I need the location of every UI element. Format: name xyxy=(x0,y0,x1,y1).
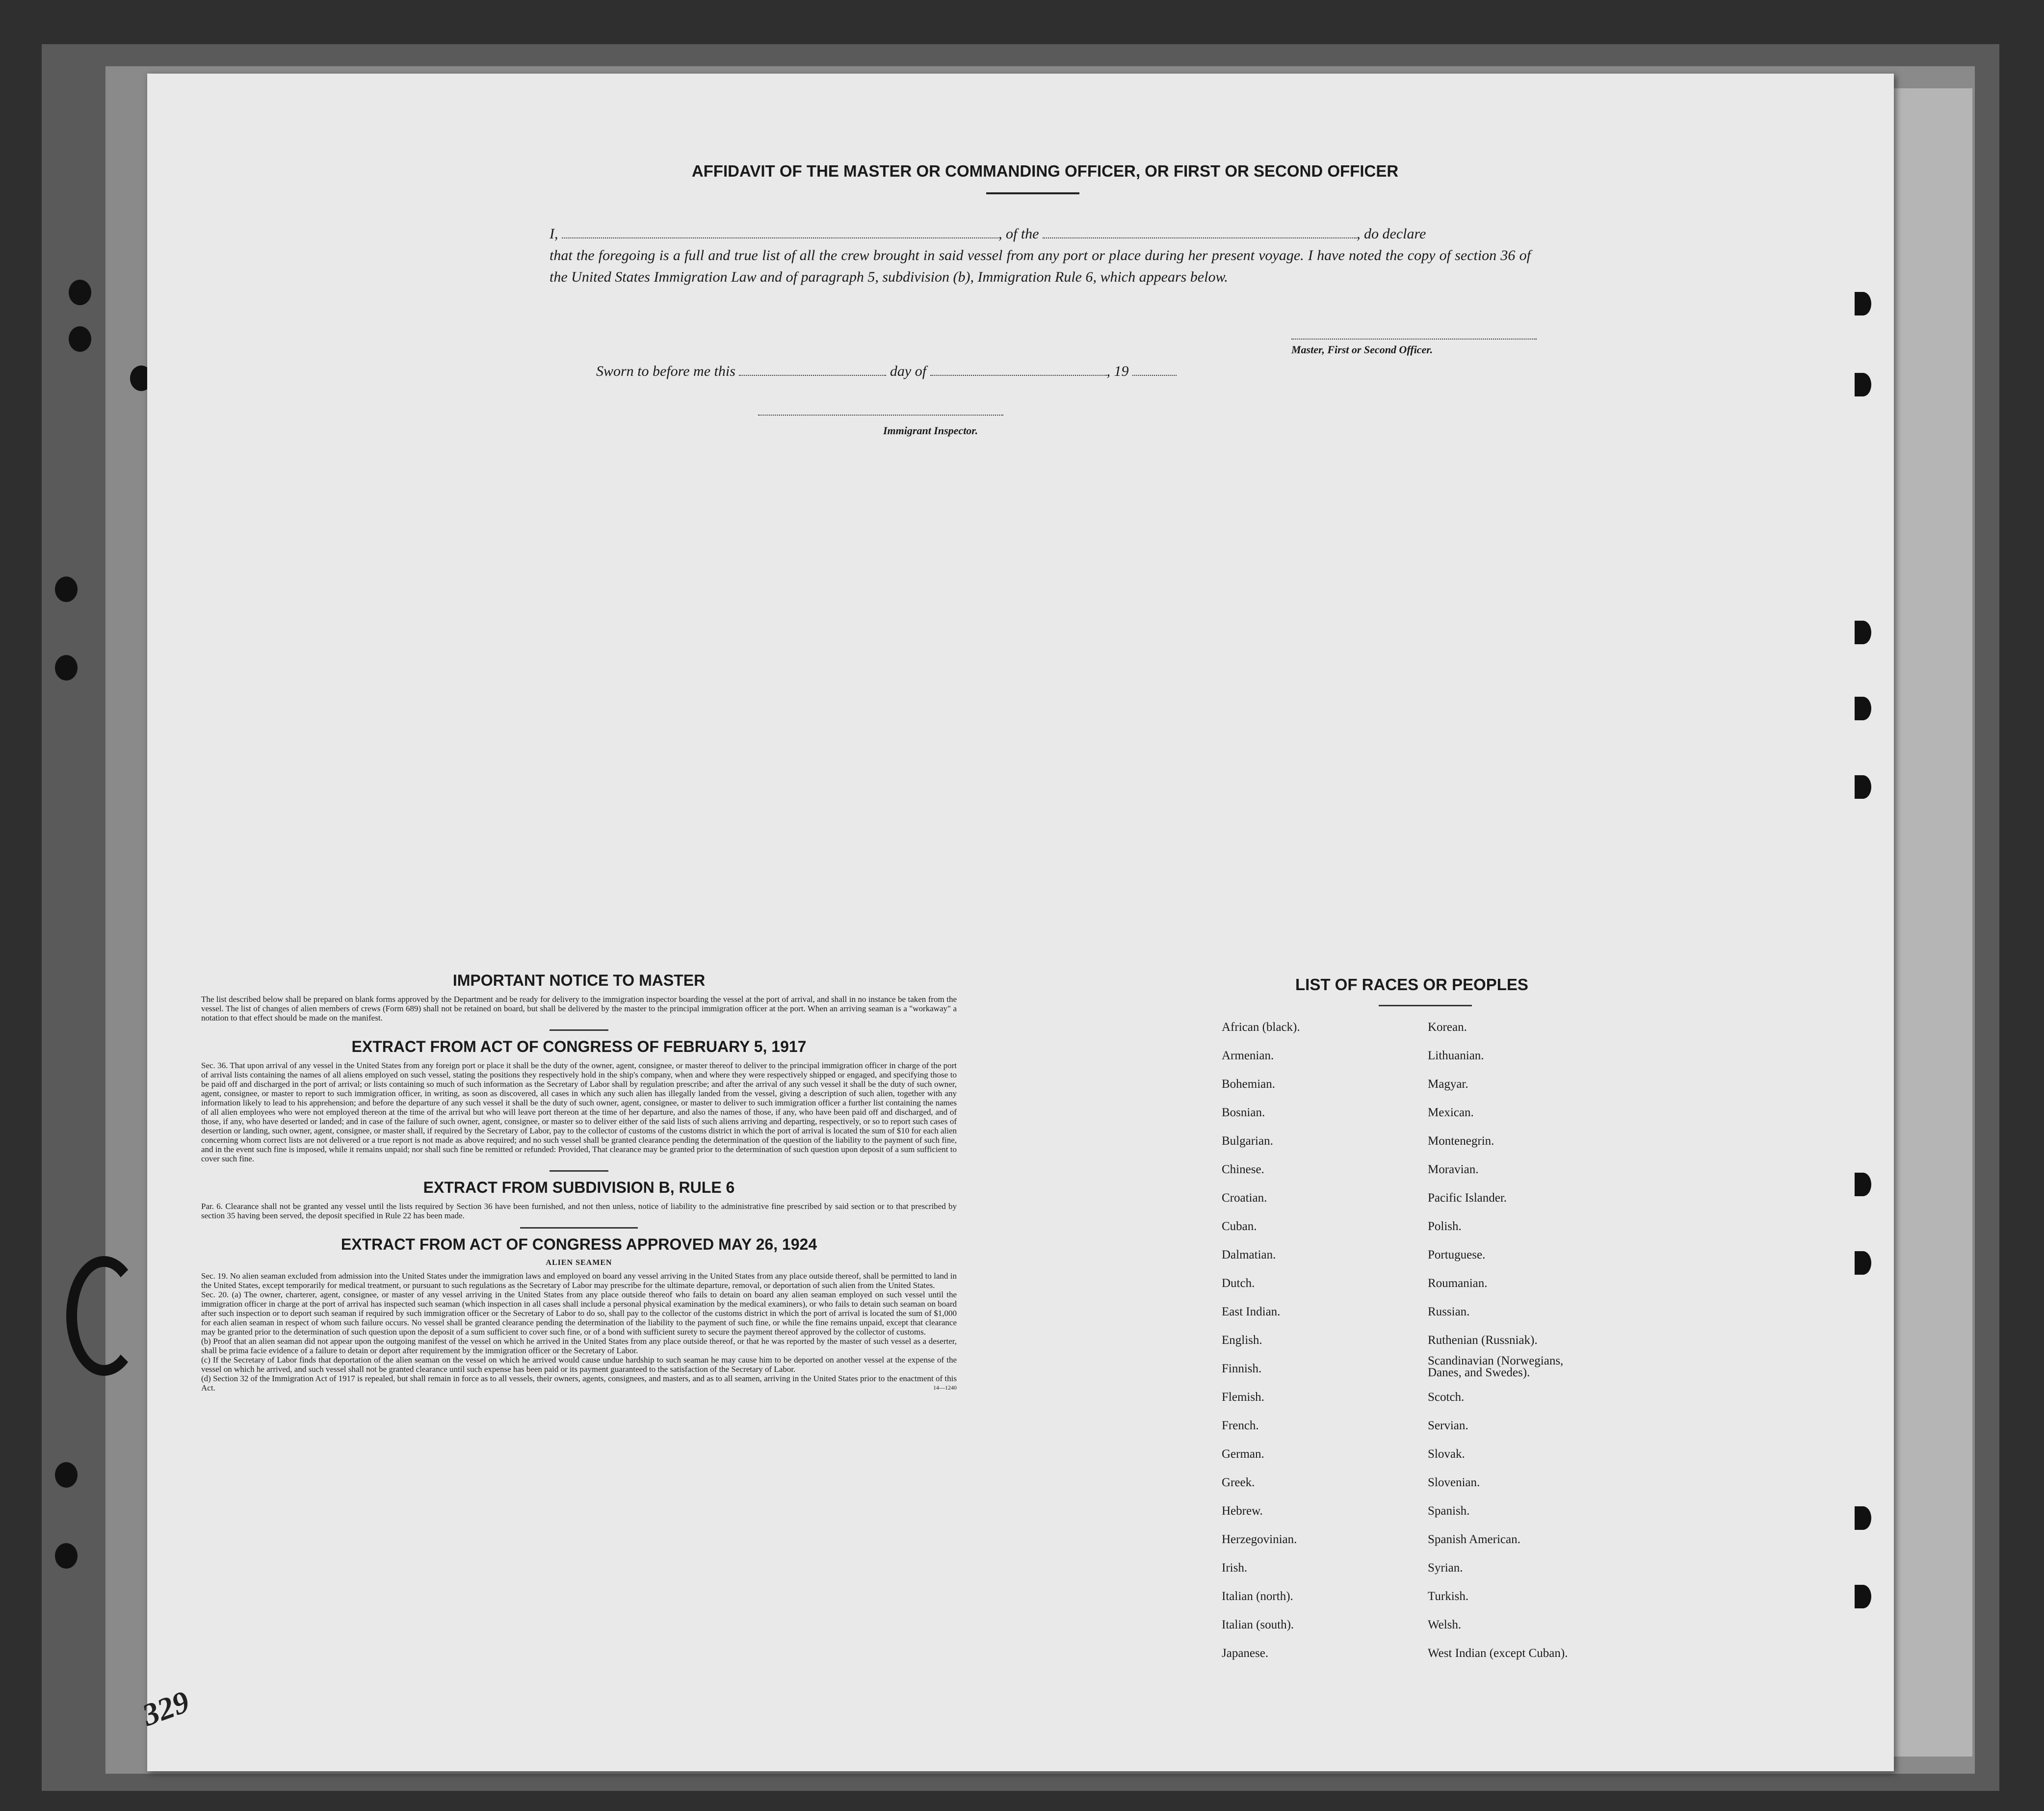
year-blank[interactable] xyxy=(1132,364,1177,376)
races-rule xyxy=(1379,1005,1472,1006)
binder-hole xyxy=(55,1543,78,1569)
sec20b-text: (b) Proof that an alien seaman did not appear upon the outgoing manifest of the vessel on which he arrived in the United States from any place outside thereof, or that he was reported by the master of such vessel as a deserter, shall be prima facie evidence of a failure to detain or deport after requirement by the immigration officer or the Secretary of Labor. xyxy=(201,1337,957,1355)
affidavit-statement xyxy=(550,223,1531,288)
race-item: Pacific Islander. xyxy=(1428,1191,1507,1205)
race-item: Armenian. xyxy=(1222,1049,1274,1062)
notice-heading: IMPORTANT NOTICE TO MASTER xyxy=(452,971,706,989)
race-item: Mexican. xyxy=(1428,1106,1474,1119)
affidavit-title: AFFIDAVIT OF THE MASTER OR COMMANDING OFFICER, OR FIRST OR SECOND OFFICER xyxy=(691,162,1399,180)
race-item: Scandinavian (Norwegians, Danes, and Swedes). xyxy=(1428,1354,1564,1379)
sworn-text: Sworn to before me this xyxy=(596,363,735,379)
punch-hole xyxy=(1855,373,1871,396)
race-item: Bohemian. xyxy=(1222,1077,1276,1091)
race-item: Scotch. xyxy=(1428,1391,1465,1404)
affidavit-statement-text: that the foregoing is a full and true list of all the crew brought in said vessel from any port or place during her present voyage. I have noted the copy of section 36 of the United States Immigration Law and of paragraph 5, subdivision (b), Immigration Rule 6, which appears below. xyxy=(550,247,1531,285)
race-item: Slovak. xyxy=(1428,1447,1465,1461)
race-item: Italian (south). xyxy=(1222,1618,1294,1631)
race-item: Italian (north). xyxy=(1222,1590,1293,1603)
separator xyxy=(550,1170,608,1172)
races-heading: LIST OF RACES OR PEOPLES xyxy=(1295,975,1528,994)
punch-hole xyxy=(1855,621,1871,644)
notice-text: The list described below shall be prepared on blank forms approved by the Department and be ready for delivery to the immigration inspector boarding the vessel at the port of arrival, and shall in no instance be taken from the vessel. The list of changes of alien members of crews (Form 689) shall not be retained on board, but shall be delivered by the master to the principal immigration officer at the port. When an arriving seaman is a "workaway" a notation to that effect should be made on the manifest. xyxy=(201,995,957,1023)
sec20a-text: Sec. 20. (a) The owner, charterer, agent, consignee, or master of any vessel arriving in the United States from any place outside thereof who fails to detain on board any alien seaman employed on such vessel until the immigration officer in charge at the port of arrival has inspected such seaman (which inspection in all cases shall include a personal physical examination by the medical examiners), or who fails to detain such seaman on board after such inspection or to deport such seaman if required by such immigration officer or the Secretary of Labor to do so, shall pay to the collector of the customs district in which the port of arrival is located the sum of $1,000 for each alien seaman in respect of whom such failure occurs. No vessel shall be granted clearance pending the determination of the liability to the payment of such fine, or while the fine remains unpaid, except that clearance may be granted prior to the determination of such question upon the deposit of a sum sufficient to cover such fine, or of a bond with sufficient surety to secure the payment thereof approved by the collector of customs. xyxy=(201,1290,957,1337)
name-blank[interactable] xyxy=(562,226,998,238)
affidavit-i: I, xyxy=(550,226,558,242)
master-label: Master, First or Second Officer. xyxy=(1291,343,1433,356)
rule6-text: Par. 6. Clearance shall not be granted any vessel until the lists required by Section 36 have been furnished, and not then unless, notice of liability to the administrative fine prescribed by said section or to that prescribed by section 35 having been served, the deposit specified in Rule 22 has been made. xyxy=(201,1202,957,1220)
race-item: German. xyxy=(1222,1447,1264,1461)
punch-hole xyxy=(1855,1251,1871,1275)
affidavit-of-the: , of the xyxy=(998,226,1039,242)
binder-hole xyxy=(55,577,78,602)
year-prefix: , 19 xyxy=(1106,363,1129,379)
handwritten-number: 329 xyxy=(137,1683,194,1733)
form-number: 14—1240 xyxy=(933,1384,957,1391)
separator xyxy=(550,1029,608,1031)
race-item: Slovenian. xyxy=(1428,1476,1480,1489)
race-item: Cuban. xyxy=(1222,1220,1257,1233)
extract-1917-text: Sec. 36. That upon arrival of any vessel in the United States from any foreign port or place it shall be the duty of the owner, agent, consignee, or master thereof to deliver to the principal immigration officer in charge of the port of arrival lists containing the names of all aliens employed on such vessel, stating the positions they respectively hold in the ship's company, when and where they were respectively shipped or engaged, and specifying those to be paid off and discharged in the port of arrival; or lists containing so much of such information as the Secretary of Labor shall by regulation prescribe; and after the arrival of any such vessel it shall be the duty of such owner, agent, consignee, or master to report to such immigration officer, in writing, as soon as discovered, all cases in which any such alien has illegally landed from the vessel, giving a description of such alien, together with any information likely to lead to his apprehension; and before the departure of any such vessel it shall be the duty of such owner, agent, consignee, or master to deliver to such immigration officer a further list containing the names of all alien employees who were not employed thereon at the time of the arrival but who will leave port thereon at the time of her departure, and also the names of those, if any, who have been paid off and discharged, and of those, if any, who have deserted or landed; and in case of the failure of such owner, agent, consignee, or master so to deliver either of the said lists of such aliens arriving and departing, respectively, or so to report such cases of desertion or landing, such owner, agent, consignee, or master shall, if required by the Secretary of Labor, pay to the collector of customs of the customs district in which the port of arrival is located the sum of $10 for each alien concerning whom correct lists are not delivered or a true report is not made as above required; and no such vessel shall be granted clearance pending the determination of the question of the liability to the payment of such fine, and in the event such fine is imposed, while it remains unpaid; nor shall such fine be remitted or refunded: Provided, That clearance may be granted prior to the determination of such question upon deposit of a sum sufficient to cover such fine. xyxy=(201,1061,957,1163)
race-item: East Indian. xyxy=(1222,1305,1281,1318)
race-item: Bosnian. xyxy=(1222,1106,1265,1119)
race-item: French. xyxy=(1222,1419,1259,1432)
title-rule xyxy=(986,192,1079,194)
race-item: Servian. xyxy=(1428,1419,1468,1432)
affidavit-do-declare: , do declare xyxy=(1357,226,1426,242)
race-item: Herzegovinian. xyxy=(1222,1533,1297,1546)
extract-1917-heading: EXTRACT FROM ACT OF CONGRESS OF FEBRUARY 5, 1917 xyxy=(351,1038,807,1055)
extract-1924-heading: EXTRACT FROM ACT OF CONGRESS APPROVED MAY 26, 1924 xyxy=(341,1235,817,1253)
race-item: Dutch. xyxy=(1222,1277,1255,1290)
inspector-label: Immigrant Inspector. xyxy=(883,424,978,437)
binder-hole xyxy=(55,655,78,681)
day-blank[interactable] xyxy=(739,364,886,376)
race-item: Polish. xyxy=(1428,1220,1462,1233)
binder-hole xyxy=(55,1462,78,1488)
month-blank[interactable] xyxy=(930,364,1107,376)
punch-hole xyxy=(1855,1173,1871,1196)
sec19-text: Sec. 19. No alien seaman excluded from admission into the United States under the immigration laws and employed on board any vessel arriving in the United States from any place outside thereof, shall be permitted to land in the United States, except temporarily for medical treatment, or pursuant to such regulations as the Secretary of Labor may prescribe for the ultimate departure, removal, or deportation of such alien from the United States. xyxy=(201,1271,957,1290)
punch-hole xyxy=(1855,697,1871,720)
punch-hole xyxy=(1855,775,1871,799)
race-item: Magyar. xyxy=(1428,1077,1468,1091)
binder-ring xyxy=(66,1256,142,1376)
race-item: Hebrew. xyxy=(1222,1504,1263,1518)
race-item: Montenegrin. xyxy=(1428,1134,1494,1148)
race-item: Lithuanian. xyxy=(1428,1049,1484,1062)
race-item: Greek. xyxy=(1222,1476,1255,1489)
sec20c-text: (c) If the Secretary of Labor finds that deportation of the alien seaman on the vessel on which he arrived would cause undue hardship to such seaman he may cause him to be deported on another vessel at the expense of the vessel on which he arrived, and such vessel shall not be granted clearance until such expense has been paid or its payment guaranteed to the satisfaction of the Secretary of Labor. xyxy=(201,1355,957,1374)
race-item: Syrian. xyxy=(1428,1561,1463,1575)
race-item: Chinese. xyxy=(1222,1163,1264,1176)
punch-hole xyxy=(1855,292,1871,315)
race-item: Roumanian. xyxy=(1428,1277,1488,1290)
race-item: Ruthenian (Russniak). xyxy=(1428,1334,1538,1347)
race-item: Moravian. xyxy=(1428,1163,1479,1176)
alien-seamen-subheading: ALIEN SEAMEN xyxy=(546,1259,612,1267)
sworn-line xyxy=(596,363,1177,380)
race-item: Turkish. xyxy=(1428,1590,1469,1603)
legal-notices xyxy=(201,971,957,1392)
race-item: Croatian. xyxy=(1222,1191,1267,1205)
binder-hole xyxy=(69,326,91,352)
master-signature-line[interactable] xyxy=(1291,339,1537,340)
sec20d-content: (d) Section 32 of the Immigration Act of 1917 is repealed, but shall remain in force as to all vessels, their owners, agents, consignees, and masters, and as to all seamen, arriving in the United States prior to the enactment of this Act. xyxy=(201,1374,957,1392)
race-item: West Indian (except Cuban). xyxy=(1428,1647,1568,1660)
race-item: Finnish. xyxy=(1222,1362,1262,1375)
affidavit-page xyxy=(147,74,1894,1771)
race-item: Dalmatian. xyxy=(1222,1248,1276,1261)
day-of-text: day of xyxy=(890,363,927,379)
race-item: Russian. xyxy=(1428,1305,1470,1318)
race-item: African (black). xyxy=(1222,1021,1300,1034)
race-item: English. xyxy=(1222,1334,1262,1347)
affidavit-first-line xyxy=(550,223,1531,245)
race-item: Flemish. xyxy=(1222,1391,1264,1404)
binder-hole xyxy=(69,280,91,305)
race-item: Korean. xyxy=(1428,1021,1467,1034)
inspector-signature-line[interactable] xyxy=(758,415,1003,416)
race-item: Spanish. xyxy=(1428,1504,1470,1518)
race-item: Bulgarian. xyxy=(1222,1134,1273,1148)
race-item: Irish. xyxy=(1222,1561,1248,1575)
race-item: Welsh. xyxy=(1428,1618,1462,1631)
sec20d-text xyxy=(201,1374,957,1392)
punch-hole xyxy=(1855,1506,1871,1530)
vessel-blank[interactable] xyxy=(1043,226,1357,238)
race-item: Portuguese. xyxy=(1428,1248,1486,1261)
rule6-heading: EXTRACT FROM SUBDIVISION B, RULE 6 xyxy=(423,1179,735,1196)
race-item: Spanish American. xyxy=(1428,1533,1520,1546)
punch-hole xyxy=(1855,1585,1871,1608)
race-item: Japanese. xyxy=(1222,1647,1269,1660)
separator xyxy=(520,1227,638,1229)
